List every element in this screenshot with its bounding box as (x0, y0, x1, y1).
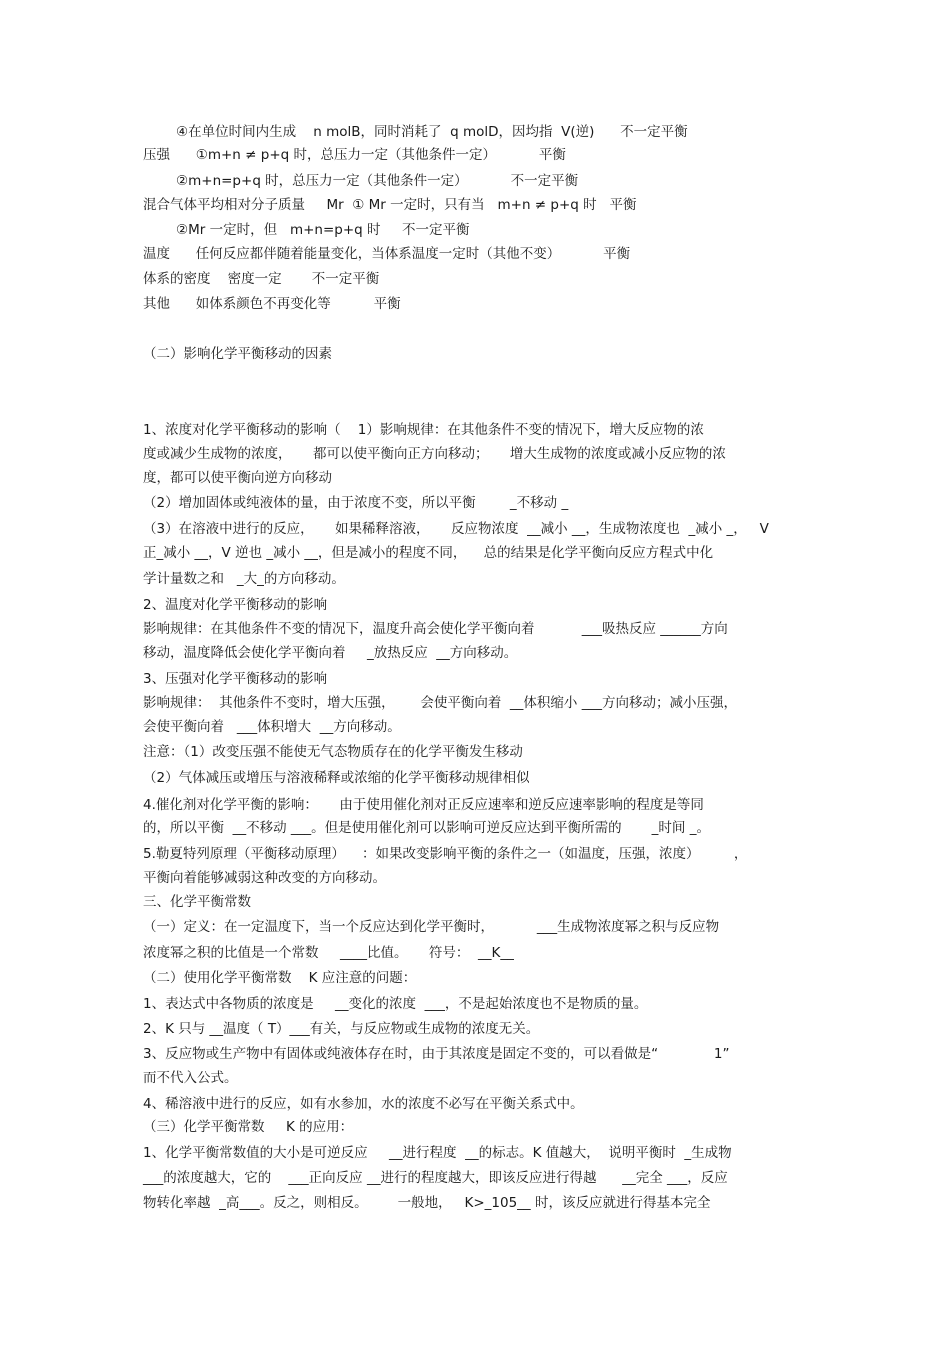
text-line: 3、反应物或生产物中有固体或纯液体存在时，由于其浓度是固定不变的，可以看做是“ 1” (143, 1046, 730, 1062)
text-line: 移动，温度降低会使化学平衡向着 _放热反应 __方向移动。 (143, 645, 518, 661)
text-line: ④在单位时间内生成 n molB，同时消耗了 q molD，因均指 V(逆) 不一定平衡 (176, 124, 688, 140)
text-line: 2、温度对化学平衡移动的影响 (143, 597, 328, 613)
text-line: 4、稀溶液中进行的反应，如有水参加，水的浓度不必写在平衡关系式中。 (143, 1096, 584, 1112)
text-line: 1、浓度对化学平衡移动的影响（ 1）影响规律：在其他条件不变的情况下，增大反应物的浓 (143, 422, 704, 438)
text-line: 其他 如体系颜色不再变化等 平衡 (143, 296, 401, 312)
text-line: 影响规律：在其他条件不变的情况下，温度升高会使化学平衡向着 ___吸热反应 ______方向 (143, 621, 728, 637)
text-line: （三）化学平衡常数 K 的应用： (143, 1119, 354, 1135)
text-line: 体系的密度 密度一定 不一定平衡 (143, 271, 380, 287)
text-line: 影响规律： 其他条件不变时，增大压强， 会使平衡向着 __体积缩小 ___方向移动；减小压强， (143, 695, 737, 711)
text-line: 的，所以平衡 __不移动 ___。但是使用催化剂可以影响可逆反应达到平衡所需的 _时间 _。 (143, 820, 710, 836)
text-line: 浓度幂之积的比值是一个常数 ____比值。 符号： __K__ (143, 945, 514, 961)
section-heading: 三、化学平衡常数 (143, 894, 251, 910)
text-line: ②m+n=p+q 时，总压力一定（其他条件一定） 不一定平衡 (176, 173, 579, 189)
section-heading: （二）影响化学平衡移动的因素 (143, 346, 332, 362)
text-line: ___的浓度越大，它的 ___正向反应 __进行的程度越大，即该反应进行得越 __完全 ___，反应 (143, 1170, 728, 1186)
text-line: （3）在溶液中进行的反应， 如果稀释溶液， 反应物浓度 __减小 __，生成物浓度也 _减小 _， V (143, 521, 769, 537)
text-line: 会使平衡向着 ___体积增大 __方向移动。 (143, 719, 401, 735)
text-line: 物转化率越 _高___。反之，则相反。 一般地， K>_105__ 时，该反应就进行得基本完全 (143, 1195, 711, 1211)
text-line: 1、表达式中各物质的浓度是 __变化的浓度 ___，不是起始浓度也不是物质的量。 (143, 996, 648, 1012)
text-line: 1、化学平衡常数值的大小是可逆反应 __进行程度 __的标志。K 值越大， 说明平衡时 _生成物 (143, 1145, 732, 1161)
text-line: 温度 任何反应都伴随着能量变化，当体系温度一定时（其他不变） 平衡 (143, 246, 631, 262)
text-line: ②Mr 一定时，但 m+n=p+q 时 不一定平衡 (176, 222, 470, 238)
text-line: 3、压强对化学平衡移动的影响 (143, 671, 328, 687)
text-line: （一）定义：在一定温度下，当一个反应达到化学平衡时， ___生成物浓度幂之积与反应物 (143, 919, 720, 935)
text-line: 度，都可以使平衡向逆方向移动 (143, 470, 332, 486)
text-line: 5.勒夏特列原理（平衡移动原理） ：如果改变影响平衡的条件之一（如温度，压强，浓度） ， (143, 846, 748, 862)
text-line: （二）使用化学平衡常数 K 应注意的问题： (143, 970, 417, 986)
text-line: 学计量数之和 _大_的方向移动。 (143, 571, 345, 587)
text-line: 平衡向着能够减弱这种改变的方向移动。 (143, 870, 386, 886)
text-line: 度或减少生成物的浓度， 都可以使平衡向正方向移动； 增大生成物的浓度或减小反应物的浓 (143, 446, 726, 462)
text-line: 混合气体平均相对分子质量 Mr ① Mr 一定时，只有当 m+n ≠ p+q 时 平衡 (143, 197, 637, 213)
text-line: 注意：（1）改变压强不能使无气态物质存在的化学平衡发生移动 (143, 744, 523, 760)
text-line: 2、K 只与 __温度（ T）___有关，与反应物或生成物的浓度无关。 (143, 1021, 540, 1037)
text-line: （2）增加固体或纯液体的量，由于浓度不变，所以平衡 _不移动 _ (143, 495, 569, 511)
text-line: 而不代入公式。 (143, 1070, 238, 1086)
text-line: （2）气体减压或增压与溶液稀释或浓缩的化学平衡移动规律相似 (143, 770, 530, 786)
text-line: 正_减小 __，V 逆也 _减小 __，但是减小的程度不同， 总的结果是化学平衡向反应方程式中化 (143, 545, 714, 561)
text-line: 4.催化剂对化学平衡的影响： 由于使用催化剂对正反应速率和逆反应速率影响的程度是等同 (143, 797, 704, 813)
text-line: 压强 ①m+n ≠ p+q 时，总压力一定（其他条件一定） 平衡 (143, 147, 566, 163)
